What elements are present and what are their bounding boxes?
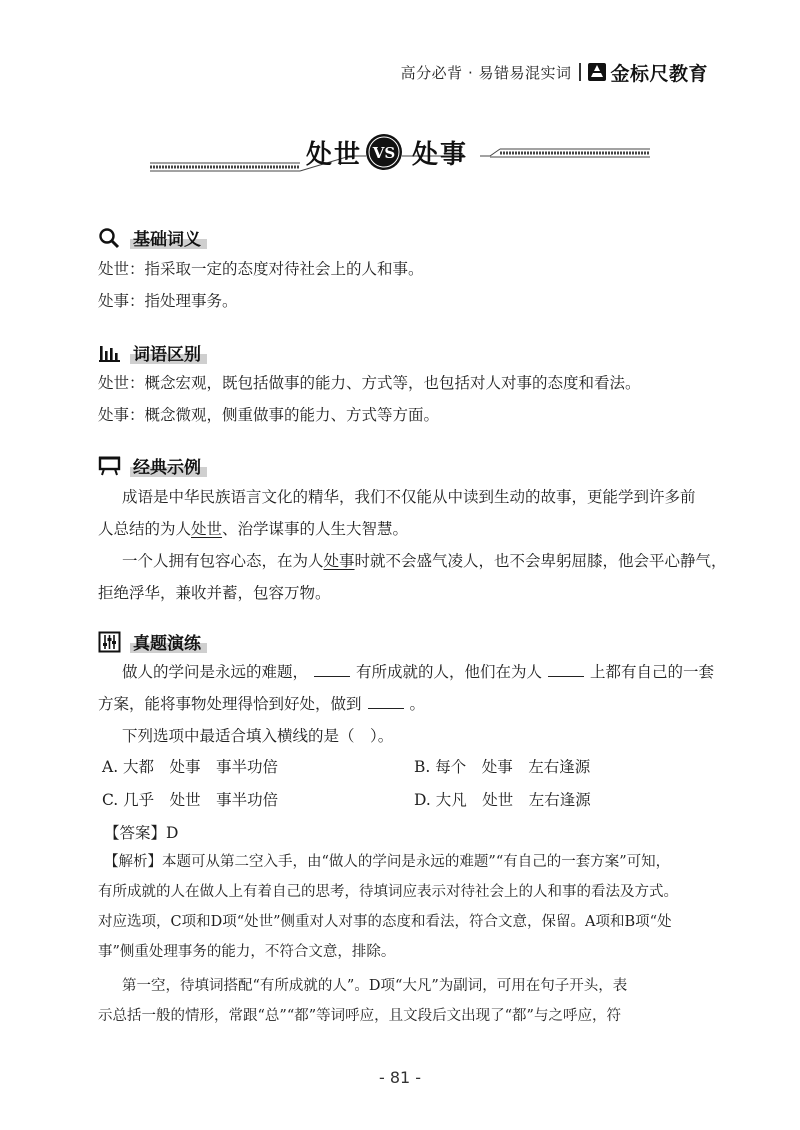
title-right-word: 处事 <box>412 140 469 170</box>
analysis-line-4: 事”侧重处理事务的能力，不符合文意，排除。 <box>98 944 396 960</box>
section-example-heading <box>98 452 207 479</box>
analysis-line-6: 示总括一般的情形，常跟“总”“都”等词呼应，且文段后文出现了“都”与之呼应，符 <box>98 1008 621 1024</box>
diff-line-2: 处事：概念微观，侧重做事的能力、方式等方面。 <box>98 406 440 424</box>
board-icon <box>98 455 122 477</box>
answer-blank-3 <box>368 694 404 709</box>
sliders-icon <box>98 631 122 653</box>
question-text: 方案，能将事物处理得恰到好处，做到 <box>98 695 362 713</box>
answer-blank-2 <box>548 662 584 677</box>
title-left-word: 处世 <box>306 140 363 170</box>
header-title: 高分必背 · 易错易混实词 <box>400 63 572 82</box>
header-divider <box>579 63 581 81</box>
question-line-1 <box>122 661 714 683</box>
example-text: 一个人拥有包容心态，在为人 <box>122 552 324 570</box>
question-text: 上都有自己的一套 <box>590 663 715 681</box>
analysis-line-5: 第一空，待填词搭配“有所成就的人”。D项“大凡”为副词，可用在句子开头，表 <box>122 978 628 994</box>
underlined-term-chushi: 处世 <box>191 520 223 538</box>
question-text: 。 <box>409 695 426 713</box>
option-c: C. 几乎 处世 事半功倍 <box>102 791 279 809</box>
section-practice-heading <box>98 628 207 655</box>
page-number: - 81 - <box>378 1068 422 1087</box>
example-text: 时就不会盛气凌人，也不会卑躬屈膝，他会平心静气， <box>354 552 727 570</box>
title-banner <box>140 130 660 180</box>
answer-line: 【答案】D <box>104 824 179 842</box>
question-text: 有所成就的人，他们在为人 <box>356 663 543 681</box>
option-b: B. 每个 处事 左右逢源 <box>414 758 591 776</box>
analysis-block <box>98 847 708 1031</box>
analysis-line-2: 有所成就的人在做人上有着自己的思考，待填词应表示对待社会上的人和事的看法及方式。 <box>98 884 678 900</box>
option-a: A. 大都 处事 事半功倍 <box>102 758 279 776</box>
answer-blank-1 <box>314 662 350 677</box>
basic-line-2: 处事：指处理事务。 <box>98 292 238 310</box>
bar-chart-icon <box>98 342 122 364</box>
section-diff-label: 词语区别 <box>130 339 207 366</box>
section-practice-label: 真题演练 <box>130 628 207 655</box>
page-header <box>401 58 708 86</box>
underlined-term-chushi-2: 处事 <box>323 552 355 570</box>
example-para-2-line-1 <box>122 550 727 572</box>
search-icon <box>98 227 122 249</box>
question-prompt: 下列选项中最适合填入横线的是（ ）。 <box>122 727 394 745</box>
vs-label: VS <box>372 144 396 162</box>
answer-options <box>102 755 662 817</box>
brand-mark-icon <box>587 62 607 82</box>
question-text: 做人的学问是永远的难题， <box>122 663 309 681</box>
example-para-1-line-2 <box>98 518 408 540</box>
brand-name: 金标尺教育 <box>610 62 708 85</box>
section-basic-heading <box>98 224 207 251</box>
analysis-line-1: 【解析】本题可从第二空入手，由“做人的学问是永远的难题”“有自己的一套方案”可知， <box>104 854 671 870</box>
section-basic-label: 基础词义 <box>130 224 207 251</box>
question-line-2 <box>98 693 425 715</box>
diff-line-1: 处世：概念宏观，既包括做事的能力、方式等，也包括对人对事的态度和看法。 <box>98 374 641 392</box>
section-diff-heading <box>98 339 207 366</box>
example-para-1-line-1: 成语是中华民族语言文化的精华，我们不仅能从中读到生动的故事，更能学到许多前 <box>122 488 696 506</box>
analysis-line-3: 对应选项，C项和D项“处世”侧重对人对事的态度和看法，符合文意，保留。A项和B项“处 <box>98 914 672 930</box>
section-example-label: 经典示例 <box>130 452 207 479</box>
example-para-2-line-2: 拒绝浮华，兼收并蓄，包容万物。 <box>98 584 331 602</box>
example-text: 人总结的为人 <box>98 520 192 538</box>
option-d: D. 大凡 处世 左右逢源 <box>414 791 591 809</box>
brand-logo <box>587 59 708 86</box>
example-text: 、治学谋事的人生大智慧。 <box>222 520 409 538</box>
vs-icon <box>364 132 404 172</box>
basic-line-1: 处世：指采取一定的态度对待社会上的人和事。 <box>98 260 424 278</box>
